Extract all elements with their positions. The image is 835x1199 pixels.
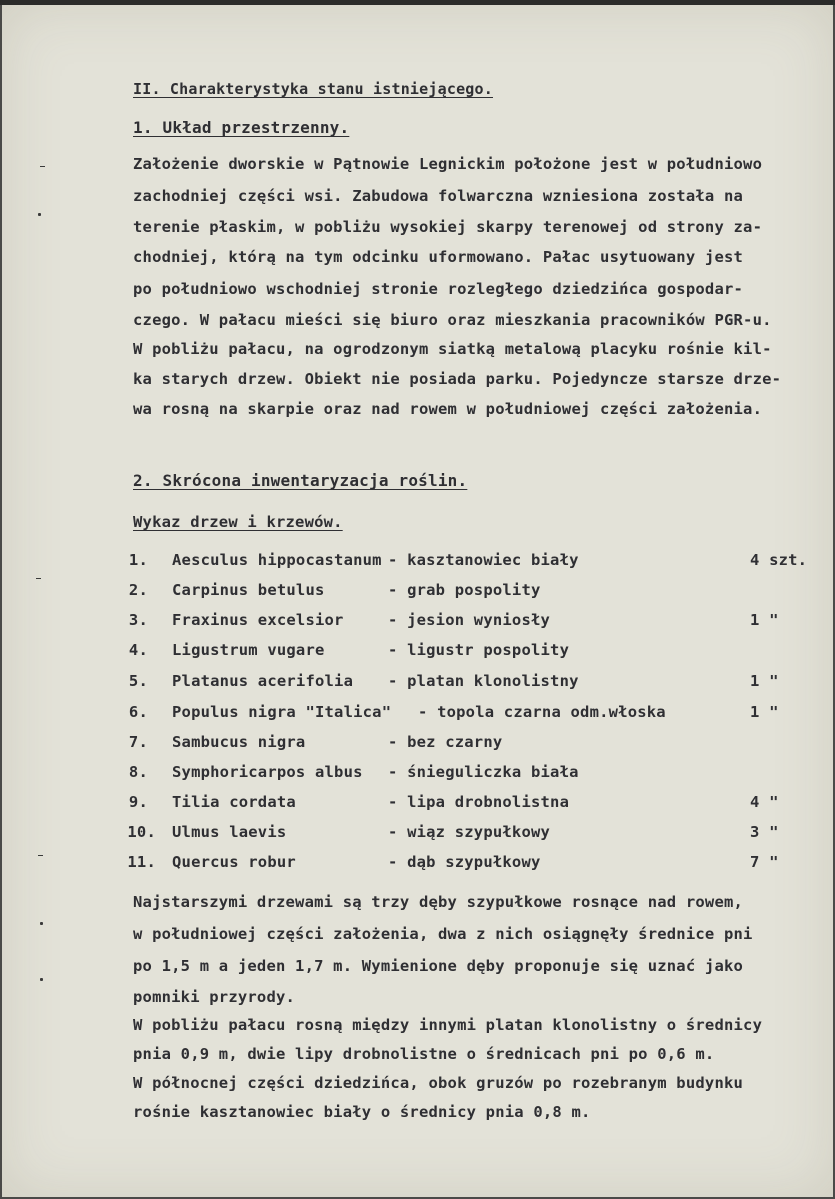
quantity: 1 " bbox=[750, 703, 779, 721]
item-number: 6. bbox=[128, 703, 148, 721]
margin-mark bbox=[40, 166, 45, 167]
item-number: 8. bbox=[128, 763, 148, 781]
section-1-title: 1. Układ przestrzenny. bbox=[133, 118, 350, 137]
latin-name: Quercus robur bbox=[172, 853, 296, 871]
paragraph-line: terenie płaskim, w pobliżu wysokiej skarpy terenowej od strony za- bbox=[133, 218, 763, 236]
paragraph-line: po 1,5 m a jeden 1,7 m. Wymienione dęby proponuje się uznać jako bbox=[133, 957, 744, 975]
paragraph-line: W pobliżu pałacu, na ogrodzonym siatką metalową placyku rośnie kil- bbox=[133, 340, 772, 358]
paragraph-line: Najstarszymi drzewami są trzy dęby szypułkowe rosnące nad rowem, bbox=[133, 893, 744, 911]
item-number: 2. bbox=[128, 581, 148, 599]
latin-name: Aesculus hippocastanum bbox=[172, 551, 382, 569]
polish-name: - kasztanowiec biały bbox=[388, 551, 579, 569]
quantity: 4 " bbox=[750, 793, 779, 811]
polish-name: - śnieguliczka biała bbox=[388, 763, 579, 781]
latin-name: Populus nigra "Italica" bbox=[172, 703, 392, 721]
latin-name: Fraxinus excelsior bbox=[172, 611, 344, 629]
paragraph-line: Założenie dworskie w Pątnowie Legnickim położone jest w południowo bbox=[133, 155, 763, 173]
item-number: 10. bbox=[127, 823, 156, 841]
item-number: 5. bbox=[128, 672, 148, 690]
latin-name: Carpinus betulus bbox=[172, 581, 325, 599]
latin-name: Symphoricarpos albus bbox=[172, 763, 363, 781]
paragraph-line: wa rosną na skarpie oraz nad rowem w południowej części założenia. bbox=[133, 400, 763, 418]
margin-mark bbox=[38, 213, 41, 216]
latin-name: Ulmus laevis bbox=[172, 823, 287, 841]
paragraph-line: zachodniej części wsi. Zabudowa folwarczna wzniesiona została na bbox=[133, 187, 744, 205]
item-number: 1. bbox=[128, 551, 148, 569]
margin-mark bbox=[36, 578, 41, 579]
section-2-subtitle: Wykaz drzew i krzewów. bbox=[133, 513, 343, 531]
latin-name: Sambucus nigra bbox=[172, 733, 306, 751]
polish-name: - lipa drobnolistna bbox=[388, 793, 570, 811]
quantity: 3 " bbox=[750, 823, 779, 841]
paragraph-line: czego. W pałacu mieści się biuro oraz mieszkania pracowników PGR-u. bbox=[133, 311, 772, 329]
latin-name: Ligustrum vugare bbox=[172, 641, 325, 659]
polish-name: - topola czarna odm.włoska bbox=[418, 703, 666, 721]
quantity: 1 " bbox=[750, 611, 779, 629]
polish-name: - jesion wyniosły bbox=[388, 611, 551, 629]
latin-name: Tilia cordata bbox=[172, 793, 296, 811]
item-number: 3. bbox=[128, 611, 148, 629]
latin-name: Platanus acerifolia bbox=[172, 672, 354, 690]
polish-name: - bez czarny bbox=[388, 733, 503, 751]
paragraph-line: po południowo wschodniej stronie rozległego dziedzińca gospodar- bbox=[133, 280, 744, 298]
paragraph-line: w południowej części założenia, dwa z nich osiągnęły średnice pni bbox=[133, 925, 753, 943]
item-number: 11. bbox=[127, 853, 156, 871]
polish-name: - platan klonolistny bbox=[388, 672, 579, 690]
item-number: 9. bbox=[128, 793, 148, 811]
paragraph-line: pomniki przyrody. bbox=[133, 988, 296, 1006]
quantity: 1 " bbox=[750, 672, 779, 690]
item-number: 4. bbox=[128, 641, 148, 659]
section-2-title: 2. Skrócona inwentaryzacja roślin. bbox=[133, 471, 468, 490]
paragraph-line: W północnej części dziedzińca, obok gruzów po rozebranym budynku bbox=[133, 1074, 744, 1092]
margin-mark bbox=[40, 922, 43, 925]
item-number: 7. bbox=[128, 733, 148, 751]
quantity: 4 szt. bbox=[750, 551, 808, 569]
paragraph-line: W pobliżu pałacu rosną między innymi platan klonolistny o średnicy bbox=[133, 1016, 763, 1034]
polish-name: - grab pospolity bbox=[388, 581, 541, 599]
page-heading: II. Charakterystyka stanu istniejącego. bbox=[133, 80, 493, 98]
polish-name: - dąb szypułkowy bbox=[388, 853, 541, 871]
paragraph-line: ka starych drzew. Obiekt nie posiada parku. Pojedyncze starsze drze- bbox=[133, 370, 782, 388]
polish-name: - wiąz szypułkowy bbox=[388, 823, 551, 841]
polish-name: - ligustr pospolity bbox=[388, 641, 570, 659]
paragraph-line: rośnie kasztanowiec biały o średnicy pnia 0,8 m. bbox=[133, 1103, 591, 1121]
margin-mark bbox=[40, 978, 43, 981]
paragraph-line: pnia 0,9 m, dwie lipy drobnolistne o średnicach pni po 0,6 m. bbox=[133, 1045, 715, 1063]
margin-mark bbox=[38, 855, 43, 856]
paragraph-line: chodniej, którą na tym odcinku uformowano. Pałac usytuowany jest bbox=[133, 248, 744, 266]
quantity: 7 " bbox=[750, 853, 779, 871]
